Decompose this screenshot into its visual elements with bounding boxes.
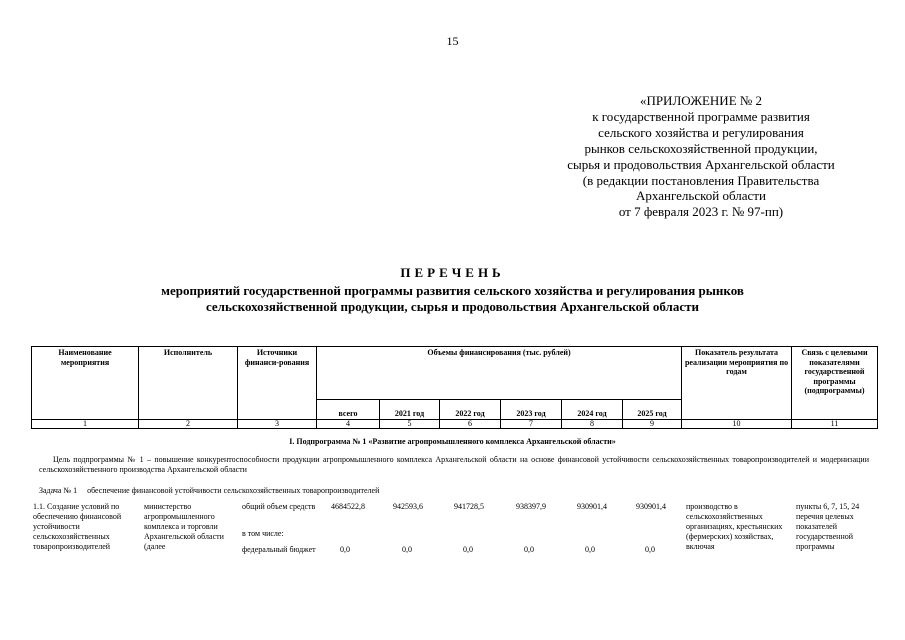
appendix-line: сырья и продовольствия Архангельской области: [567, 156, 835, 172]
task-label: Задача № 1: [39, 486, 78, 495]
appendix-header: [520, 93, 882, 220]
federal-all: 0,0: [340, 545, 350, 554]
document-subtitle: [60, 283, 845, 315]
total-2024: 930901,4: [577, 502, 607, 511]
header-indicator: Показатель результата реализации мероприятия по годам: [682, 347, 792, 420]
total-2021: 942593,6: [393, 502, 423, 511]
appendix-line: от 7 февраля 2023 г. № 97-пп): [618, 204, 784, 220]
column-number: 1: [32, 420, 139, 429]
column-number: 7: [501, 420, 562, 429]
column-number: 11: [792, 420, 878, 429]
total-2022: 941728,5: [454, 502, 484, 511]
column-number: 4: [317, 420, 380, 429]
column-number: 6: [440, 420, 501, 429]
goal-text: Цель подпрограммы № 1 – повышение конкурентоспособности продукции агропромышленного комплекса Архангельской области на основе финансовой устойчивости сельскохозяйственных товаропроизводителей и модернизации сельскохозяйственного производства Архангельской области: [39, 455, 869, 474]
header-year-2022: 2022 год: [440, 400, 501, 420]
appendix-line: Архангельской области: [636, 188, 766, 204]
federal-2024: 0,0: [585, 545, 595, 554]
task-line: [39, 486, 389, 495]
row-indicator: производство в сельскохозяйственных организациях, крестьянских (фермерских) хозяйствах, включая: [686, 502, 783, 551]
header-year-2023: 2023 год: [501, 400, 562, 420]
appendix-line: (в редакции постановления Правительства: [582, 172, 820, 188]
appendix-line: рынков сельскохозяйственной продукции,: [584, 140, 818, 156]
header-executor: Исполнитель: [139, 347, 238, 420]
appendix-line: к государственной программе развития: [592, 108, 810, 124]
row-source-federal: федеральный бюджет: [242, 545, 316, 554]
header-name: Наименование мероприятия: [32, 347, 139, 420]
column-number: 3: [238, 420, 317, 429]
row-executor: министерство агропромышленного комплекса и торговли Архангельской области (далее: [144, 502, 224, 551]
row-source-including: в том числе:: [242, 529, 284, 538]
page-number: 15: [446, 34, 459, 48]
federal-2023: 0,0: [524, 545, 534, 554]
federal-2025: 0,0: [645, 545, 655, 554]
federal-2021: 0,0: [402, 545, 412, 554]
column-number: 2: [139, 420, 238, 429]
header-year-2024: 2024 год: [562, 400, 623, 420]
appendix-line: сельского хозяйства и регулирования: [598, 124, 804, 140]
subtitle-line: мероприятий государственной программы развития сельского хозяйства и регулирования рынков: [161, 283, 744, 298]
header-link: Связь с целевыми показателями государственной программы (подпрограммы): [792, 347, 878, 420]
total-all: 4684522,8: [331, 502, 365, 511]
task-text: обеспечение финансовой устойчивости сельскохозяйственных товаропроизводителей: [87, 486, 380, 495]
row-name: 1.1. Создание условий по обеспечению финансовой устойчивости сельскохозяйственных товаропроизводителей: [33, 502, 122, 551]
column-number: 10: [682, 420, 792, 429]
row-link: пункты 6, 7, 15, 24 перечня целевых показателей государственной программы: [796, 502, 860, 551]
column-number: 5: [380, 420, 440, 429]
header-year-2025: 2025 год: [623, 400, 682, 420]
section-title: I. Подпрограмма № 1 «Развитие агропромышленного комплекса Архангельской области»: [289, 437, 616, 446]
header-sources: Источники финанси-рования: [238, 347, 317, 420]
row-source-total: общий объем средств: [242, 502, 316, 511]
document-title: ПЕРЕЧЕНЬ: [400, 265, 505, 280]
total-2023: 938397,9: [516, 502, 546, 511]
funding-table: [31, 346, 878, 429]
header-volumes: Объемы финансирования (тыс. рублей): [317, 347, 682, 400]
column-number: 9: [623, 420, 682, 429]
subtitle-line: сельскохозяйственной продукции, сырья и продовольствия Архангельской области: [205, 299, 699, 314]
federal-2022: 0,0: [463, 545, 473, 554]
header-year-2021: 2021 год: [380, 400, 440, 420]
column-number: 8: [562, 420, 623, 429]
header-year-total: всего: [317, 400, 380, 420]
total-2025: 930901,4: [636, 502, 666, 511]
appendix-line: «ПРИЛОЖЕНИЕ № 2: [639, 93, 763, 108]
